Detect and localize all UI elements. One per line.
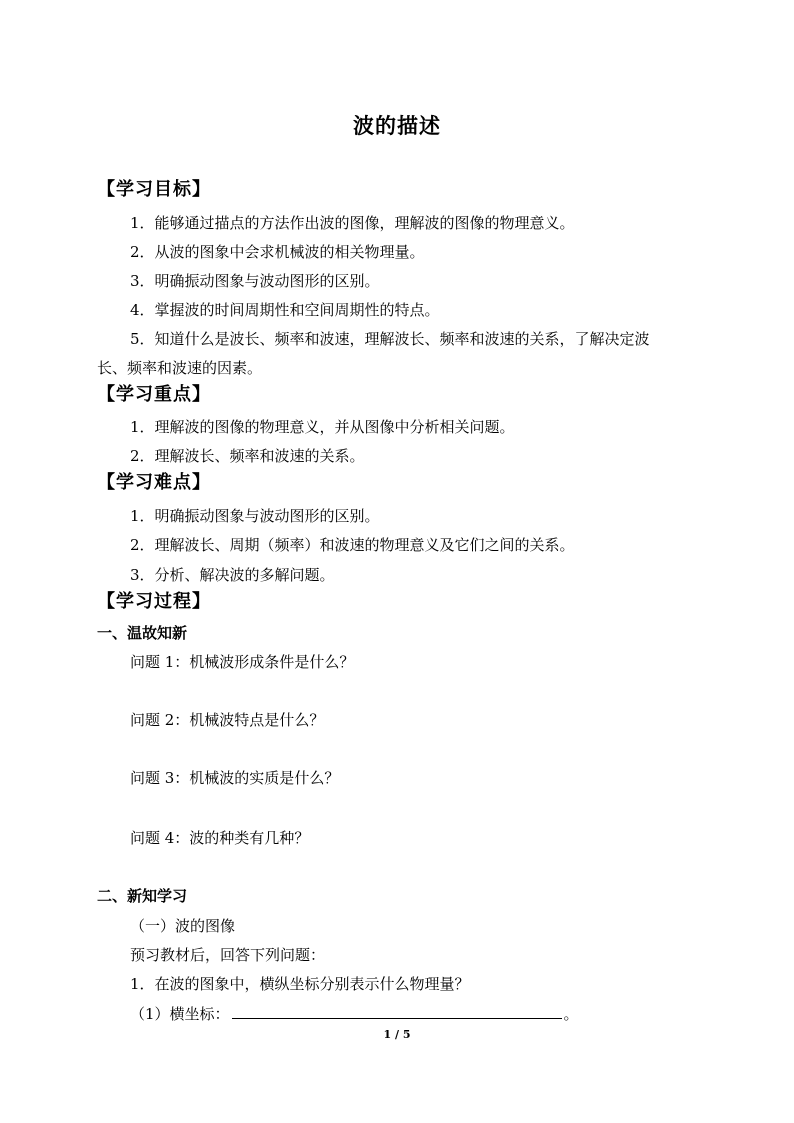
- review-heading: 一、温故知新: [97, 624, 188, 642]
- process-heading: 【学习过程】: [97, 591, 211, 612]
- review-question-1: 问题 1：机械波形成条件是什么？: [130, 653, 355, 671]
- goal-item-5-cont: 长、频率和波速的因素。: [97, 359, 263, 377]
- new-learning-heading: 二、新知学习: [97, 887, 188, 905]
- preview-instruction: 预习教材后，回答下列问题：: [130, 946, 326, 964]
- goal-item-3: 3．明确振动图象与波动图形的区别。: [130, 272, 380, 290]
- page-number: 1 / 5: [383, 1028, 411, 1041]
- subsection-wave-image: （一）波的图像: [130, 917, 236, 935]
- goal-item-2: 2．从波的图象中会求机械波的相关物理量。: [130, 243, 425, 261]
- review-question-3: 问题 3：机械波的实质是什么？: [130, 769, 340, 787]
- key-point-2: 2．理解波长、频率和波速的关系。: [130, 447, 365, 465]
- answer-line-horizontal-axis: [130, 1004, 579, 1024]
- page-title: 波的描述: [353, 113, 441, 138]
- difficulty-3: 3．分析、解决波的多解问题。: [130, 566, 335, 584]
- goal-item-1: 1．能够通过描点的方法作出波的图像，理解波的图像的物理意义。: [130, 214, 575, 232]
- difficulty-1: 1．明确振动图象与波动图形的区别。: [130, 507, 380, 525]
- difficulties-heading: 【学习难点】: [97, 472, 211, 493]
- blank-end: 。: [563, 1005, 579, 1023]
- difficulty-2: 2．理解波长、周期（频率）和波速的物理意义及它们之间的关系。: [130, 536, 575, 554]
- goal-item-5: 5．知道什么是波长、频率和波速，理解波长、频率和波速的关系，了解决定波: [130, 330, 650, 348]
- goal-item-4: 4．掌握波的时间周期性和空间周期性的特点。: [130, 301, 440, 319]
- new-question-1: 1．在波的图象中，横纵坐标分别表示什么物理量？: [130, 975, 470, 993]
- fill-in-blank[interactable]: [232, 1017, 562, 1019]
- goals-heading: 【学习目标】: [97, 179, 211, 200]
- key-points-heading: 【学习重点】: [97, 384, 211, 405]
- key-point-1: 1．理解波的图像的物理意义，并从图像中分析相关问题。: [130, 418, 515, 436]
- blank-label: （1）横坐标：: [130, 1005, 230, 1023]
- review-question-2: 问题 2：机械波特点是什么？: [130, 711, 325, 729]
- review-question-4: 问题 4：波的种类有几种？: [130, 829, 310, 847]
